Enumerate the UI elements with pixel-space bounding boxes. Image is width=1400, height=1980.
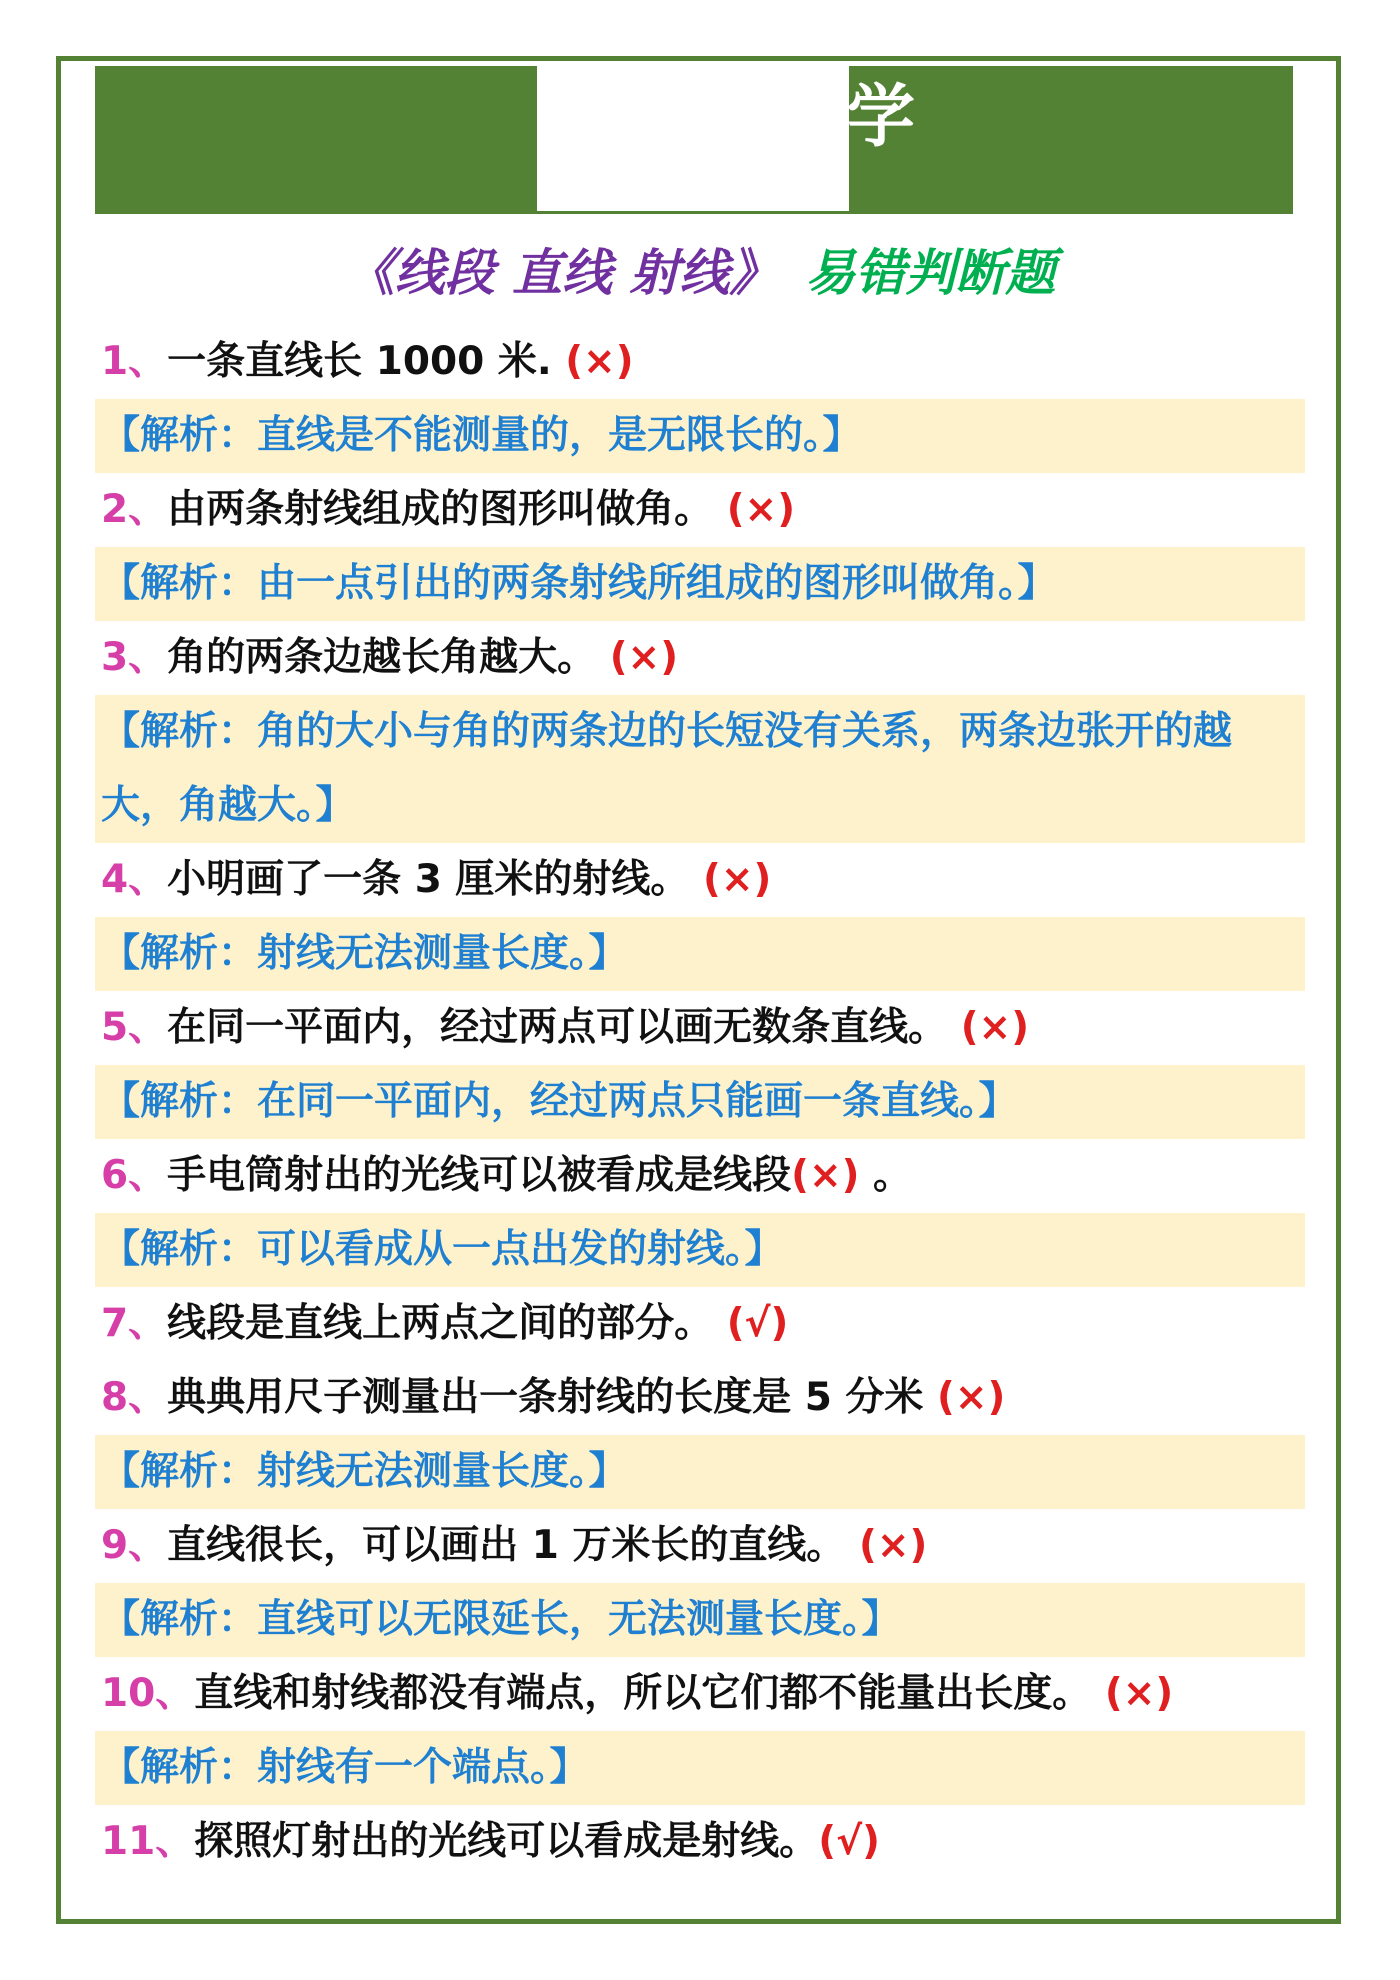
explanation-5: 【解析：在同一平面内，经过两点只能画一条直线。】: [95, 1065, 1305, 1139]
header-glyph: 学: [847, 78, 916, 157]
question-1: 1、一条直线长 1000 米. (×): [101, 339, 634, 384]
question-8: 8、典典用尺子测量出一条射线的长度是 5 分米 (×): [101, 1375, 1006, 1420]
answer-mark: (×): [960, 1005, 1030, 1050]
answer-mark: (√): [818, 1819, 880, 1864]
question-10: 10、直线和射线都没有端点，所以它们都不能量出长度。 (×): [101, 1671, 1174, 1716]
question-list: [95, 325, 1309, 1879]
answer-mark: (√): [726, 1301, 789, 1346]
subtitle-topic: 《线段 直线 射线》: [344, 244, 780, 302]
explanation-10: 【解析：射线有一个端点。】: [95, 1731, 1305, 1805]
question-5: 5、在同一平面内，经过两点可以画无数条直线。 (×): [101, 1005, 1030, 1050]
question-7: 7、线段是直线上两点之间的部分。 (√): [101, 1301, 789, 1346]
question-6: 6、手电筒射出的光线可以被看成是线段(×) 。: [101, 1153, 913, 1198]
explanation-6: 【解析：可以看成从一点出发的射线。】: [95, 1213, 1305, 1287]
question-2: 2、由两条射线组成的图形叫做角。 (×): [101, 487, 796, 532]
answer-mark: (×): [609, 635, 679, 680]
header-banner: [95, 66, 1293, 214]
answer-mark: (×): [726, 487, 796, 532]
answer-mark: (×): [565, 339, 634, 384]
explanation-4: 【解析：射线无法测量长度。】: [95, 917, 1305, 991]
answer-mark: (×): [937, 1375, 1006, 1420]
answer-mark: (×): [859, 1523, 928, 1568]
explanation-3: 【解析：角的大小与角的两条边的长短没有关系，两条边张开的越大，角越大。】: [95, 695, 1305, 843]
question-11: 11、探照灯射出的光线可以看成是射线。(√): [101, 1819, 880, 1864]
question-3: 3、角的两条边越长角越大。 (×): [101, 635, 679, 680]
subtitle-kind: 易错判断题: [805, 244, 1056, 302]
explanation-9: 【解析：直线可以无限延长，无法测量长度。】: [95, 1583, 1305, 1657]
page-subtitle: [0, 238, 1400, 308]
explanation-2: 【解析：由一点引出的两条射线所组成的图形叫做角。】: [95, 547, 1305, 621]
answer-mark: (×): [1104, 1671, 1174, 1716]
explanation-1: 【解析：直线是不能测量的，是无限长的。】: [95, 399, 1305, 473]
question-4: 4、小明画了一条 3 厘米的射线。 (×): [101, 857, 772, 902]
answer-mark: (×): [791, 1153, 860, 1198]
answer-mark: (×): [703, 857, 772, 902]
explanation-8: 【解析：射线无法测量长度。】: [95, 1435, 1305, 1509]
question-9: 9、直线很长，可以画出 1 万米长的直线。 (×): [101, 1523, 928, 1568]
header-title-box: [537, 66, 849, 211]
